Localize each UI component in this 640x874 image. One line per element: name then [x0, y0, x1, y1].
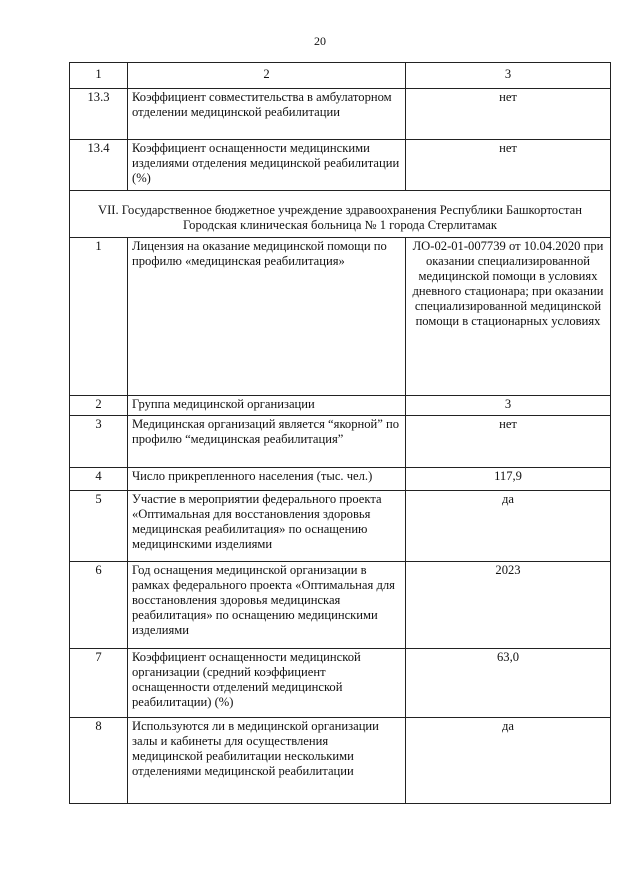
column-header: 2 [128, 63, 406, 89]
data-table [69, 62, 611, 804]
row-value: нет [406, 89, 611, 140]
table-row [70, 562, 611, 649]
table-row [70, 140, 611, 191]
table-header-row [70, 63, 611, 89]
table-row [70, 396, 611, 416]
row-description: Участие в мероприятии федерального проекта «Оптимальная для восстановления здоровья медицинская реабилитация» по оснащению медицинскими изделиями [128, 491, 406, 562]
row-number: 2 [70, 396, 128, 416]
row-value: 2023 [406, 562, 611, 649]
row-value: 63,0 [406, 649, 611, 718]
row-description: Используются ли в медицинской организации залы и кабинеты для осуществления медицинской реабилитации несколькими отделениями медицинской реабилитации [128, 718, 406, 804]
table-row [70, 491, 611, 562]
row-number: 5 [70, 491, 128, 562]
table-row [70, 89, 611, 140]
row-value: нет [406, 140, 611, 191]
row-number: 13.3 [70, 89, 128, 140]
column-header: 3 [406, 63, 611, 89]
row-description: Лицензия на оказание медицинской помощи по профилю «медицинская реабилитация» [128, 238, 406, 396]
row-description: Число прикрепленного населения (тыс. чел.) [128, 468, 406, 491]
row-value: да [406, 718, 611, 804]
row-number: 1 [70, 238, 128, 396]
table-row [70, 718, 611, 804]
row-description: Медицинская организаций является “якорной” по профилю “медицинская реабилитация” [128, 416, 406, 468]
table-row [70, 468, 611, 491]
row-value: да [406, 491, 611, 562]
section-title: VII. Государственное бюджетное учреждение здравоохранения Республики Башкортостан Городская клиническая больница № 1 города Стерлитамак [70, 191, 611, 238]
row-number: 13.4 [70, 140, 128, 191]
table-row [70, 238, 611, 396]
row-value: 3 [406, 396, 611, 416]
row-value: нет [406, 416, 611, 468]
page-number: 20 [314, 34, 326, 48]
section-header-row [70, 191, 611, 238]
row-number: 4 [70, 468, 128, 491]
row-description: Коэффициент совместительства в амбулаторном отделении медицинской реабилитации [128, 89, 406, 140]
row-number: 6 [70, 562, 128, 649]
column-header: 1 [70, 63, 128, 89]
row-value: 117,9 [406, 468, 611, 491]
row-number: 8 [70, 718, 128, 804]
row-number: 7 [70, 649, 128, 718]
row-number: 3 [70, 416, 128, 468]
row-description: Год оснащения медицинской организации в рамках федерального проекта «Оптимальная для восстановления здоровья медицинская реабилитация» по оснащению медицинскими изделиями [128, 562, 406, 649]
table-row [70, 649, 611, 718]
row-description: Группа медицинской организации [128, 396, 406, 416]
row-description: Коэффициент оснащенности медицинской организации (средний коэффициент оснащенности отделений медицинской реабилитации) (%) [128, 649, 406, 718]
row-value: ЛО-02-01-007739 от 10.04.2020 при оказании специализированной медицинской помощи в условиях дневного стационара; при оказании специализированной медицинской помощи в стационарных условиях [406, 238, 611, 396]
table-row [70, 416, 611, 468]
row-description: Коэффициент оснащенности медицинскими изделиями отделения медицинской реабилитации (%) [128, 140, 406, 191]
